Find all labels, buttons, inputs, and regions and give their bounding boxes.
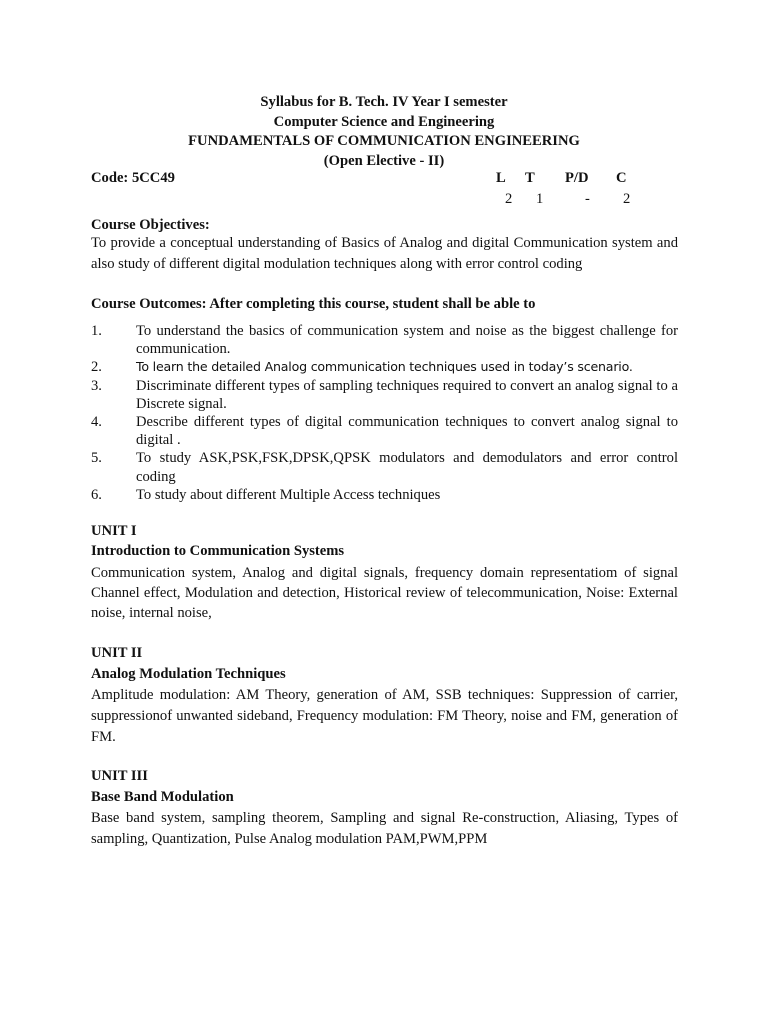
- objectives-text: To provide a conceptual understanding of Basics of Analog and digital Communication system and also study of different digital modulation techniques along with error control coding: [91, 235, 678, 272]
- credit-value-l: 2: [505, 191, 513, 207]
- credit-label-c: C: [616, 170, 627, 186]
- header-line-4: (Open Elective - II): [323, 152, 445, 169]
- unit-1-title: Introduction to Communication Systems: [91, 543, 345, 559]
- list-item-number: 3.: [91, 377, 102, 394]
- list-item-number: 4.: [91, 414, 102, 431]
- list-item-text: To study ASK,PSK,FSK,DPSK,QPSK modulators and demodulators and error control coding: [136, 450, 678, 485]
- unit-3-title: Base Band Modulation: [91, 789, 234, 805]
- list-item-text: Discriminate different types of sampling techniques required to convert an analog signal to a Discrete signal.: [136, 377, 678, 412]
- list-item: [91, 377, 678, 413]
- list-item-number: 1.: [91, 323, 102, 339]
- list-item: [91, 449, 678, 485]
- list-item: [91, 358, 678, 376]
- credit-label-t: T: [525, 170, 535, 186]
- outcomes-heading: Course Outcomes: After completing this course, student shall be able to: [91, 296, 536, 312]
- header-line-3: FUNDAMENTALS OF COMMUNICATION ENGINEERING: [188, 133, 580, 149]
- list-item-text: To study about different Multiple Access techniques: [136, 486, 441, 503]
- list-item-text: To learn the detailed Analog communication techniques used in today’s scenario.: [136, 359, 633, 375]
- credit-value-c: 2: [623, 191, 631, 207]
- list-item-number: 2.: [91, 359, 102, 376]
- unit-1-text: Communication system, Analog and digital signals, frequency domain representatiom of signal Channel effect, Modulation and detection, Historical review of telecommunication, Noise: External noise, internal noise,: [91, 565, 678, 621]
- list-item-text: Describe different types of digital communication techniques to convert analog signal to digital .: [136, 414, 678, 449]
- credit-value-pd: -: [585, 191, 590, 207]
- unit-2-title: Analog Modulation Techniques: [91, 666, 286, 682]
- list-item-number: 5.: [91, 450, 102, 467]
- credit-label-l: L: [496, 170, 506, 186]
- unit-3-text: Base band system, sampling theorem, Sampling and signal Re-construction, Aliasing, Types of sampling, Quantization, Pulse Analog modulation PAM,PWM,PPM: [91, 810, 678, 847]
- list-item: [91, 486, 678, 504]
- credit-label-pd: P/D: [565, 170, 589, 186]
- header-line-2: Computer Science and Engineering: [273, 113, 495, 130]
- list-item: [91, 413, 678, 449]
- document-header: [0, 93, 768, 171]
- unit-2-text: Amplitude modulation: AM Theory, generation of AM, SSB techniques: Suppression of carrier, suppressionof unwanted sideband, Frequency modulation: FM Theory, noise and FM, generation of FM.: [91, 687, 678, 745]
- header-line-1: Syllabus for B. Tech. IV Year I semester: [260, 94, 508, 110]
- outcomes-list: [91, 322, 678, 504]
- unit-3-label: UNIT III: [91, 768, 148, 784]
- list-item: [91, 322, 678, 358]
- course-code: Code: 5CC49: [91, 170, 175, 186]
- list-item-text: To understand the basics of communication system and noise as the biggest challenge for communication.: [136, 323, 678, 358]
- credit-value-t: 1: [536, 191, 544, 207]
- unit-1-label: UNIT I: [91, 523, 137, 539]
- list-item-number: 6.: [91, 486, 102, 503]
- unit-2-label: UNIT II: [91, 645, 143, 661]
- objectives-heading: Course Objectives:: [91, 217, 210, 233]
